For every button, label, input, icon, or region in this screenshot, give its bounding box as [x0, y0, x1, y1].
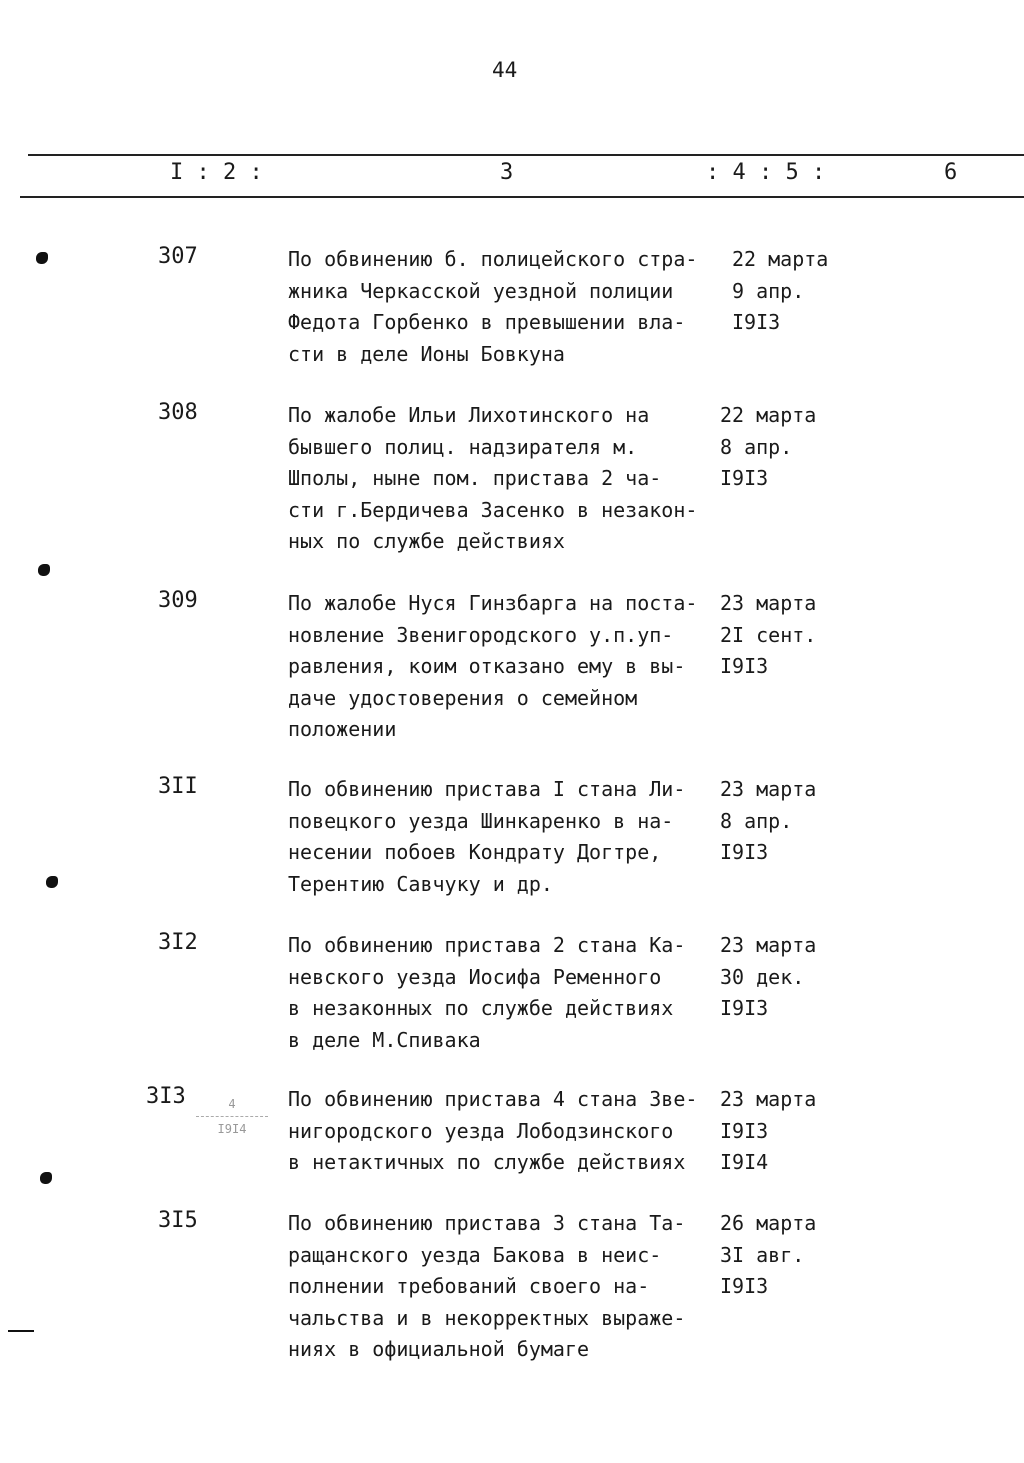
date-start: 23 марта: [720, 933, 817, 957]
date-start: 22 марта: [732, 247, 829, 271]
entry-dates: [720, 1208, 880, 1303]
date-year: I9I3: [720, 840, 769, 864]
column-header-4-5: : 4 : 5 :: [706, 160, 826, 185]
entry-dates: [720, 588, 880, 683]
entry-description: [288, 588, 728, 746]
entry-description: [288, 1084, 728, 1179]
description-line: полнении требований своего на-: [288, 1274, 650, 1298]
date-start: 22 марта: [720, 403, 817, 427]
description-line: несении побоев Кондрату Догтре,: [288, 840, 662, 864]
date-year-end: I9I4: [720, 1150, 769, 1174]
date-start: 23 марта: [720, 1087, 817, 1111]
date-start: 26 марта: [720, 1211, 817, 1235]
column-header-6: 6: [944, 160, 958, 185]
description-line: По обвинению пристава 3 стана Та-: [288, 1211, 686, 1235]
column-header-1-2: I : 2 :: [170, 160, 263, 185]
stamp-bottom: I9I4: [217, 1122, 247, 1136]
entry-description: [288, 930, 728, 1056]
entry-number: 3II: [158, 774, 198, 799]
description-line: бывшего полиц. надзирателя м.: [288, 434, 638, 459]
margin-dash-mark: [8, 1330, 34, 1332]
entry-number: 309: [158, 588, 198, 613]
entry-dates: [732, 244, 892, 339]
description-line: Шполы, ныне пом. пристава 2 ча-: [288, 466, 662, 490]
description-line: в деле М.Спивака: [288, 1027, 481, 1052]
description-line: новление Звенигородского у.п.уп-: [288, 622, 674, 647]
description-line: равления, коим отказано ему в вы-: [288, 654, 686, 678]
date-end: 30 дек.: [720, 964, 805, 989]
header-rule-bottom: [20, 196, 1024, 198]
date-year: I9I3: [720, 654, 769, 678]
description-line: повецкого уезда Шинкаренко в на-: [288, 808, 674, 833]
entry-number: 3I5: [158, 1208, 198, 1233]
stamp-top: 4: [228, 1097, 236, 1111]
description-line: нигородского уезда Лободзинского: [288, 1118, 674, 1143]
entry-dates: [720, 400, 880, 495]
faint-stamp: [196, 1094, 268, 1138]
description-line: По обвинению пристава I стана Ли-: [288, 777, 686, 801]
entry-number: 308: [158, 400, 198, 425]
date-end: 8 апр.: [720, 434, 793, 459]
entry-number: 3I2: [158, 930, 198, 955]
entry-description: [288, 774, 728, 900]
entry-description: [288, 244, 728, 370]
description-line: Федота Горбенко в превышении вла-: [288, 310, 686, 334]
description-line: сти в деле Ионы Бовкуна: [288, 341, 565, 366]
date-year: I9I3: [720, 1274, 769, 1298]
description-line: ных по службе действиях: [288, 529, 565, 553]
description-line: даче удостоверения о семейном: [288, 685, 638, 710]
date-end: 8 апр.: [720, 808, 793, 833]
date-start: 23 марта: [720, 777, 817, 801]
description-line: жника Черкасской уездной полиции: [288, 278, 674, 303]
description-line: По обвинению пристава 2 стана Ка-: [288, 933, 686, 957]
description-line: По обвинению пристава 4 стана Зве-: [288, 1087, 698, 1111]
entry-number: 3I3: [146, 1084, 186, 1109]
punch-hole-mark: [40, 1172, 52, 1184]
punch-hole-mark: [36, 252, 48, 264]
punch-hole-mark: [46, 876, 58, 888]
entry-description: [288, 1208, 728, 1366]
description-line: чальства и в некорректных выраже-: [288, 1305, 686, 1330]
description-line: сти г.Бердичева Засенко в незакон-: [288, 497, 698, 522]
header-rule-top: [28, 154, 1024, 156]
date-year: I9I3: [732, 310, 781, 334]
date-end: 9 апр.: [732, 278, 805, 303]
date-year: I9I3: [720, 466, 769, 490]
entry-dates: [720, 930, 880, 1025]
entry-number: 307: [158, 244, 198, 269]
description-line: положении: [288, 717, 397, 741]
description-line: По обвинению б. полицейского стра-: [288, 247, 698, 271]
date-end: 3I авг.: [720, 1242, 805, 1267]
description-line: ращанского уезда Бакова в неис-: [288, 1242, 662, 1267]
description-line: Терентию Савчуку и др.: [288, 871, 553, 896]
date-end: 2I сент.: [720, 622, 817, 647]
date-year: I9I3: [720, 1118, 769, 1143]
description-line: в незаконных по службе действиях: [288, 996, 674, 1020]
description-line: невского уезда Иосифа Ременного: [288, 964, 662, 989]
entry-description: [288, 400, 728, 558]
description-line: в нетактичных по службе действиях: [288, 1150, 686, 1174]
description-line: По жалобе Нуся Гинзбарга на поста-: [288, 591, 698, 615]
column-header-3: 3: [500, 160, 514, 185]
entry-dates: [720, 774, 880, 869]
page-number: 44: [492, 58, 518, 82]
punch-hole-mark: [38, 564, 50, 576]
entry-dates: [720, 1084, 880, 1179]
date-start: 23 марта: [720, 591, 817, 615]
date-year: I9I3: [720, 996, 769, 1020]
description-line: ниях в официальной бумаге: [288, 1337, 590, 1361]
description-line: По жалобе Ильи Лихотинского на: [288, 403, 650, 427]
